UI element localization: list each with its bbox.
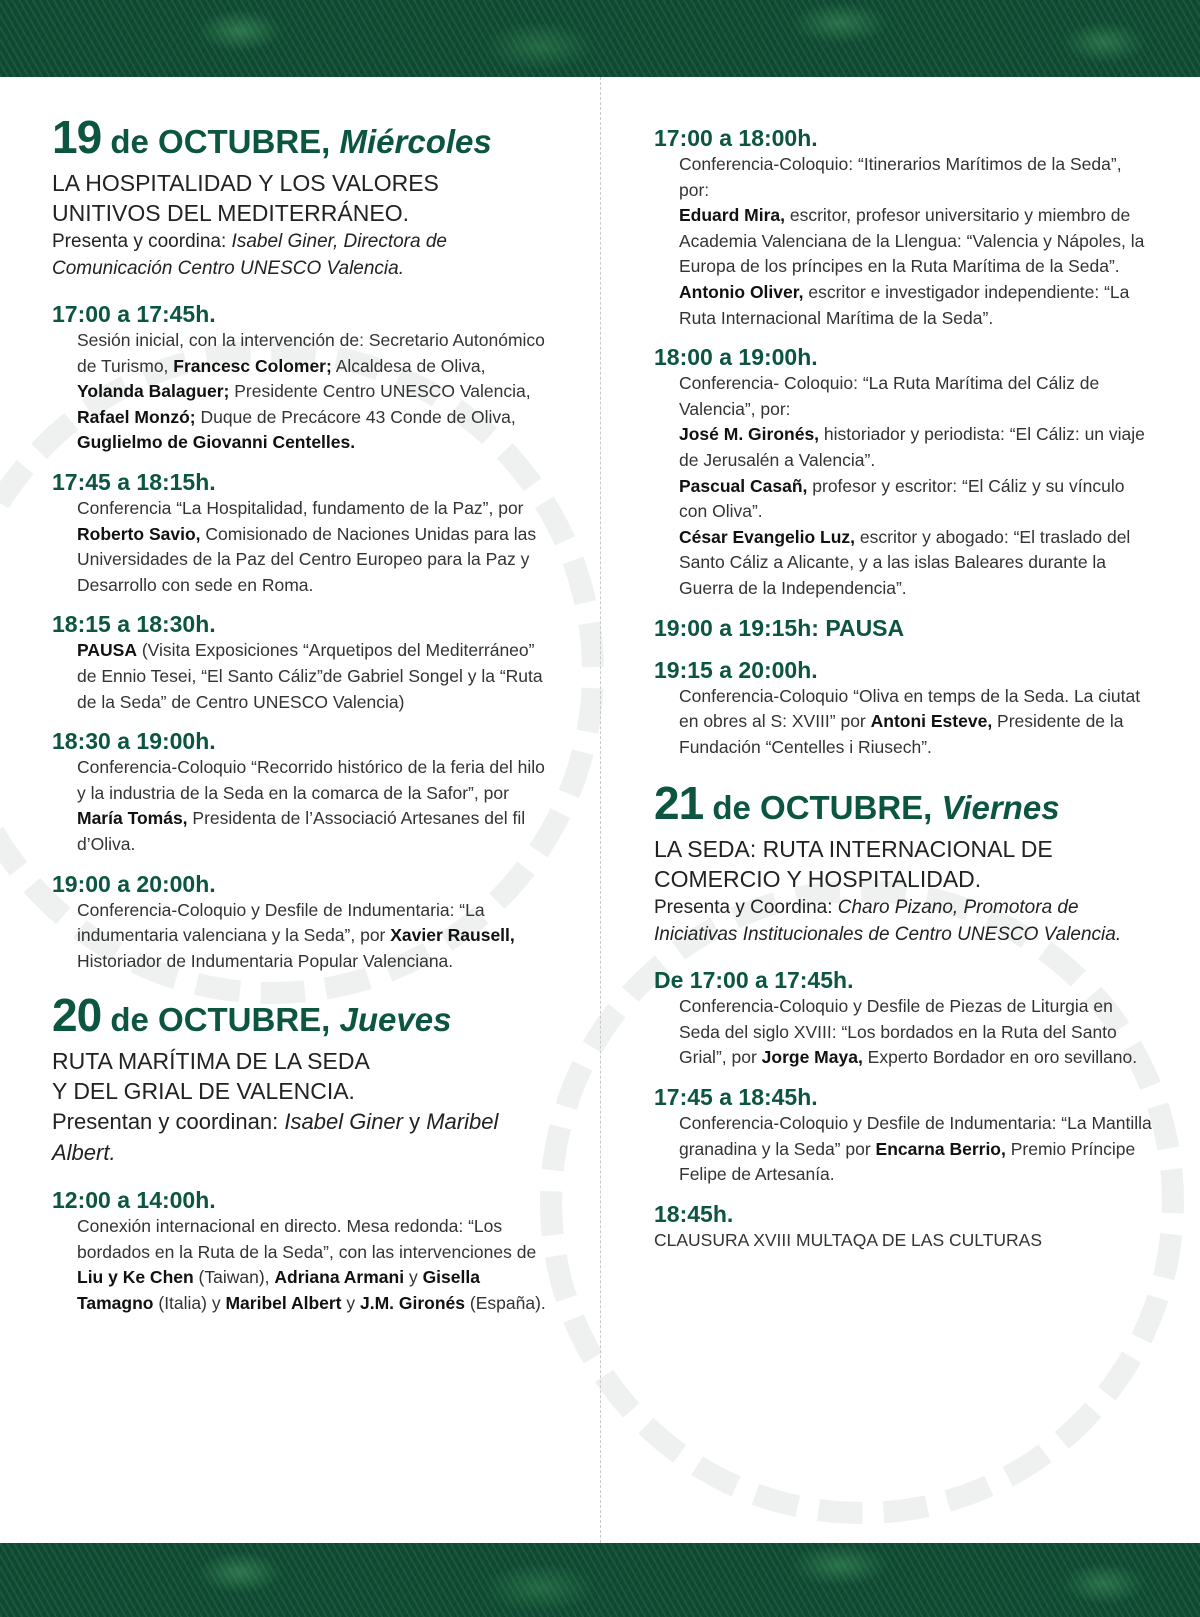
closing-text: CLAUSURA XVIII MULTAQA DE LAS CULTURAS <box>654 1229 1043 1250</box>
day-heading-20 <box>52 988 552 1042</box>
silk-texture-header-band <box>0 0 1200 77</box>
name-highlight: José M. Gironés, <box>679 424 820 445</box>
name-highlight: Guglielmo de Giovanni Centelles. <box>77 432 356 453</box>
session-description <box>52 496 552 598</box>
name-highlight: Antonio Oliver, <box>679 281 804 302</box>
text-run: y <box>341 1293 360 1314</box>
text-run: Isabel Giner <box>284 1109 403 1135</box>
text-run: Experto Bordador en oro sevillano. <box>862 1047 1138 1068</box>
day-theme <box>52 1046 552 1106</box>
session-item <box>654 966 1154 1071</box>
text-run: Presidente Centro UNESCO Valencia, <box>229 381 531 402</box>
session-time: 19:00 a 20:00h. <box>52 870 216 897</box>
name-highlight: Liu y Ke Chen <box>77 1267 194 1288</box>
text-run: Conferencia-Coloquio y Desfile de Indumentaria: “La indumentaria valenciana y la Seda”, por <box>77 899 485 946</box>
text-run: Historiador de Indumentaria Popular Valenciana. <box>77 950 454 971</box>
session-description <box>52 755 552 857</box>
name-highlight: Rafael Monzó; <box>77 406 196 427</box>
text-run: Comisionado de Naciones Unidas para las Universidades de la Paz del Centro Europeo para la Paz y Desarrollo con sede en Roma. <box>77 523 537 595</box>
text-run: Presentan y coordinan: <box>52 1109 285 1135</box>
session-item <box>52 610 552 715</box>
text-run: Presenta y Coordina: <box>654 897 838 919</box>
name-highlight: Pascual Casañ, <box>679 475 808 496</box>
day-weekday: Miércoles <box>330 123 492 160</box>
session-description <box>654 1111 1154 1188</box>
name-highlight: César Evangelio Luz, <box>679 526 856 547</box>
text-run: y <box>404 1267 423 1288</box>
text-run: Charo Pizano, Promotora de Iniciativas Institucionales de Centro UNESCO Valencia. <box>654 897 1122 946</box>
text-run: Maribel Albert. <box>52 1109 499 1166</box>
session-time: 18:45h. <box>654 1200 734 1227</box>
session-item <box>654 656 1154 761</box>
text-run: Conexión internacional en directo. Mesa redonda: “Los bordados en la Ruta de la Seda”, con las intervenciones de <box>77 1216 537 1262</box>
session-item <box>52 300 552 456</box>
text-run: Presidenta de l’Associació Artesanes del fil d’Oliva. <box>77 808 526 854</box>
text-run: escritor e investigador independiente: “La Ruta Internacional Marítima de la Seda”. <box>679 281 1130 328</box>
day-theme <box>52 168 552 228</box>
text-run: (Visita Exposiciones “Arquetipos del Mediterráneo” de Ennio Tesei, “El Santo Cáliz”de Gabriel Songel y la “Ruta de la Seda” de Centro UNESCO Valencia) <box>77 640 543 712</box>
presenter-note <box>654 894 1154 948</box>
text-run: escritor y abogado: “El traslado del Santo Cáliz a Alicante, y a las islas Baleares durante la Guerra de la Independencia”. <box>679 526 1131 598</box>
day-month: de OCTUBRE, <box>101 1001 331 1039</box>
name-highlight: Xavier Rausell, <box>390 925 515 946</box>
session-time: 12:00 a 14:00h. <box>52 1187 216 1214</box>
session-description <box>52 638 552 715</box>
text-run: (Italia) y <box>153 1293 226 1314</box>
session-time: De 17:00 a 17:45h. <box>654 967 854 994</box>
session-description <box>52 328 552 456</box>
session-time: 18:30 a 19:00h. <box>52 728 216 755</box>
session-item <box>52 727 552 857</box>
session-item <box>52 870 552 975</box>
session-description <box>654 371 1154 601</box>
session-time: 17:45 a 18:45h. <box>654 1084 818 1111</box>
name-highlight: María Tomás, <box>77 808 188 829</box>
text-run: Conferencia-Coloquio y Desfile de Indumentaria: “La Mantilla granadina y la Seda” por <box>679 1113 1152 1159</box>
session-list <box>52 300 552 974</box>
day-month: de OCTUBRE, <box>703 789 933 827</box>
session-item <box>654 614 1154 642</box>
presenter-note <box>52 228 552 282</box>
text-run: Duque de Precácore 43 Conde de Oliva, <box>195 406 516 427</box>
day-month: de OCTUBRE, <box>101 123 331 160</box>
day-weekday: Viernes <box>932 789 1060 827</box>
session-time: 19:00 a 19:15h: PAUSA <box>654 614 905 641</box>
column-divider <box>600 77 601 1543</box>
name-highlight: Encarna Berrio, <box>875 1138 1006 1159</box>
text-run: y <box>403 1109 427 1135</box>
theme-line: UNITIVOS DEL MEDITERRÁNEO. <box>52 200 409 226</box>
session-list <box>654 966 1154 1253</box>
session-time: 18:15 a 18:30h. <box>52 611 216 638</box>
text-run: Alcaldesa de Oliva, <box>331 355 486 376</box>
name-highlight: Francesc Colomer; <box>173 355 332 376</box>
session-item <box>654 124 1154 331</box>
text-run: Isabel Giner, Directora de Comunicación Centro UNESCO Valencia. <box>52 231 447 279</box>
text-run: Conferencia- Coloquio: “La Ruta Marítima del Cáliz de Valencia”, por: <box>679 373 1100 419</box>
name-highlight: J.M. Gironés <box>360 1293 466 1314</box>
name-highlight: Antoni Esteve, <box>870 711 993 732</box>
text-run: (España). <box>465 1293 546 1314</box>
session-list <box>654 124 1154 760</box>
day-heading-21 <box>654 776 1154 830</box>
name-highlight: Jorge Maya, <box>761 1047 863 1068</box>
text-run: Conferencia-Coloquio y Desfile de Piezas de Liturgia en Seda del siglo XVIII: “Los bordados en la Ruta del Santo Grial”, por <box>679 996 1117 1068</box>
day-number: 20 <box>52 989 102 1042</box>
session-description <box>654 684 1154 761</box>
session-time: 17:00 a 17:45h. <box>52 301 216 327</box>
session-description <box>52 898 552 975</box>
day-weekday: Jueves <box>330 1001 452 1039</box>
session-time: 17:00 a 18:00h. <box>654 125 818 151</box>
name-highlight: Adriana Armani <box>274 1267 405 1288</box>
text-run: historiador y periodista: “El Cáliz: un viaje de Jerusalén a Valencia”. <box>679 424 1145 470</box>
left-column <box>52 110 552 1325</box>
right-column <box>654 124 1154 1253</box>
session-item <box>654 1200 1154 1253</box>
day-number: 21 <box>654 777 704 830</box>
theme-line: Y DEL GRIAL DE VALENCIA. <box>52 1078 355 1105</box>
name-highlight: PAUSA <box>77 640 137 661</box>
session-time: 17:45 a 18:15h. <box>52 468 216 495</box>
theme-line: COMERCIO Y HOSPITALIDAD. <box>654 866 982 893</box>
day-number: 19 <box>52 111 102 163</box>
text-run: profesor y escritor: “El Cáliz y su vínculo con Oliva”. <box>679 475 1125 522</box>
text-run: Premio Príncipe Felipe de Artesanía. <box>679 1138 1136 1185</box>
session-list <box>52 1186 552 1316</box>
name-highlight: Roberto Savio, <box>77 523 201 544</box>
session-item <box>654 343 1154 601</box>
presenter-note <box>52 1106 552 1168</box>
text-run: Conferencia “La Hospitalidad, fundamento de la Paz”, por <box>77 497 524 518</box>
text-run: Presidente de la Fundación “Centelles i Riusech”. <box>679 711 1124 757</box>
text-run: Conferencia-Coloquio “Recorrido histórico de la feria del hilo y la industria de la Seda en la comarca de la Safor”, por <box>77 757 545 803</box>
theme-line: LA HOSPITALIDAD Y LOS VALORES <box>52 170 439 196</box>
session-item <box>654 1083 1154 1188</box>
session-description <box>52 1214 552 1316</box>
theme-line: RUTA MARÍTIMA DE LA SEDA <box>52 1048 370 1075</box>
session-item <box>52 1186 552 1316</box>
name-highlight: Gisella Tamagno <box>77 1267 480 1314</box>
name-highlight: Eduard Mira, <box>679 205 785 226</box>
name-highlight: Maribel Albert <box>225 1293 342 1314</box>
text-run: Conferencia-Coloquio: “Itinerarios Marítimos de la Seda”, por: <box>679 154 1122 200</box>
name-highlight: Yolanda Balaguer; <box>77 381 230 402</box>
text-run: Presenta y coordina: <box>52 231 232 252</box>
text-run: escritor, profesor universitario y miembro de Academia Valenciana de la Llengua: “Valencia y Nápoles, la Europa de los príncipes en la Ruta Marítima de la Seda”. <box>679 205 1145 277</box>
text-run: Sesión inicial, con la intervención de: Secretario Autonómico de Turismo, <box>77 330 545 376</box>
text-run: (Taiwan), <box>193 1267 275 1288</box>
day-heading-19 <box>52 110 552 164</box>
text-run: Conferencia-Coloquio “Oliva en temps de la Seda. La ciutat en obres al S: XVIII” por <box>679 685 1141 732</box>
session-description <box>654 152 1154 331</box>
day-theme <box>654 834 1154 894</box>
session-item <box>52 468 552 598</box>
session-description <box>654 994 1154 1071</box>
session-time: 19:15 a 20:00h. <box>654 656 818 683</box>
theme-line: LA SEDA: RUTA INTERNACIONAL DE <box>654 836 1053 863</box>
silk-texture-footer-band <box>0 1543 1200 1617</box>
session-time: 18:00 a 19:00h. <box>654 344 818 371</box>
